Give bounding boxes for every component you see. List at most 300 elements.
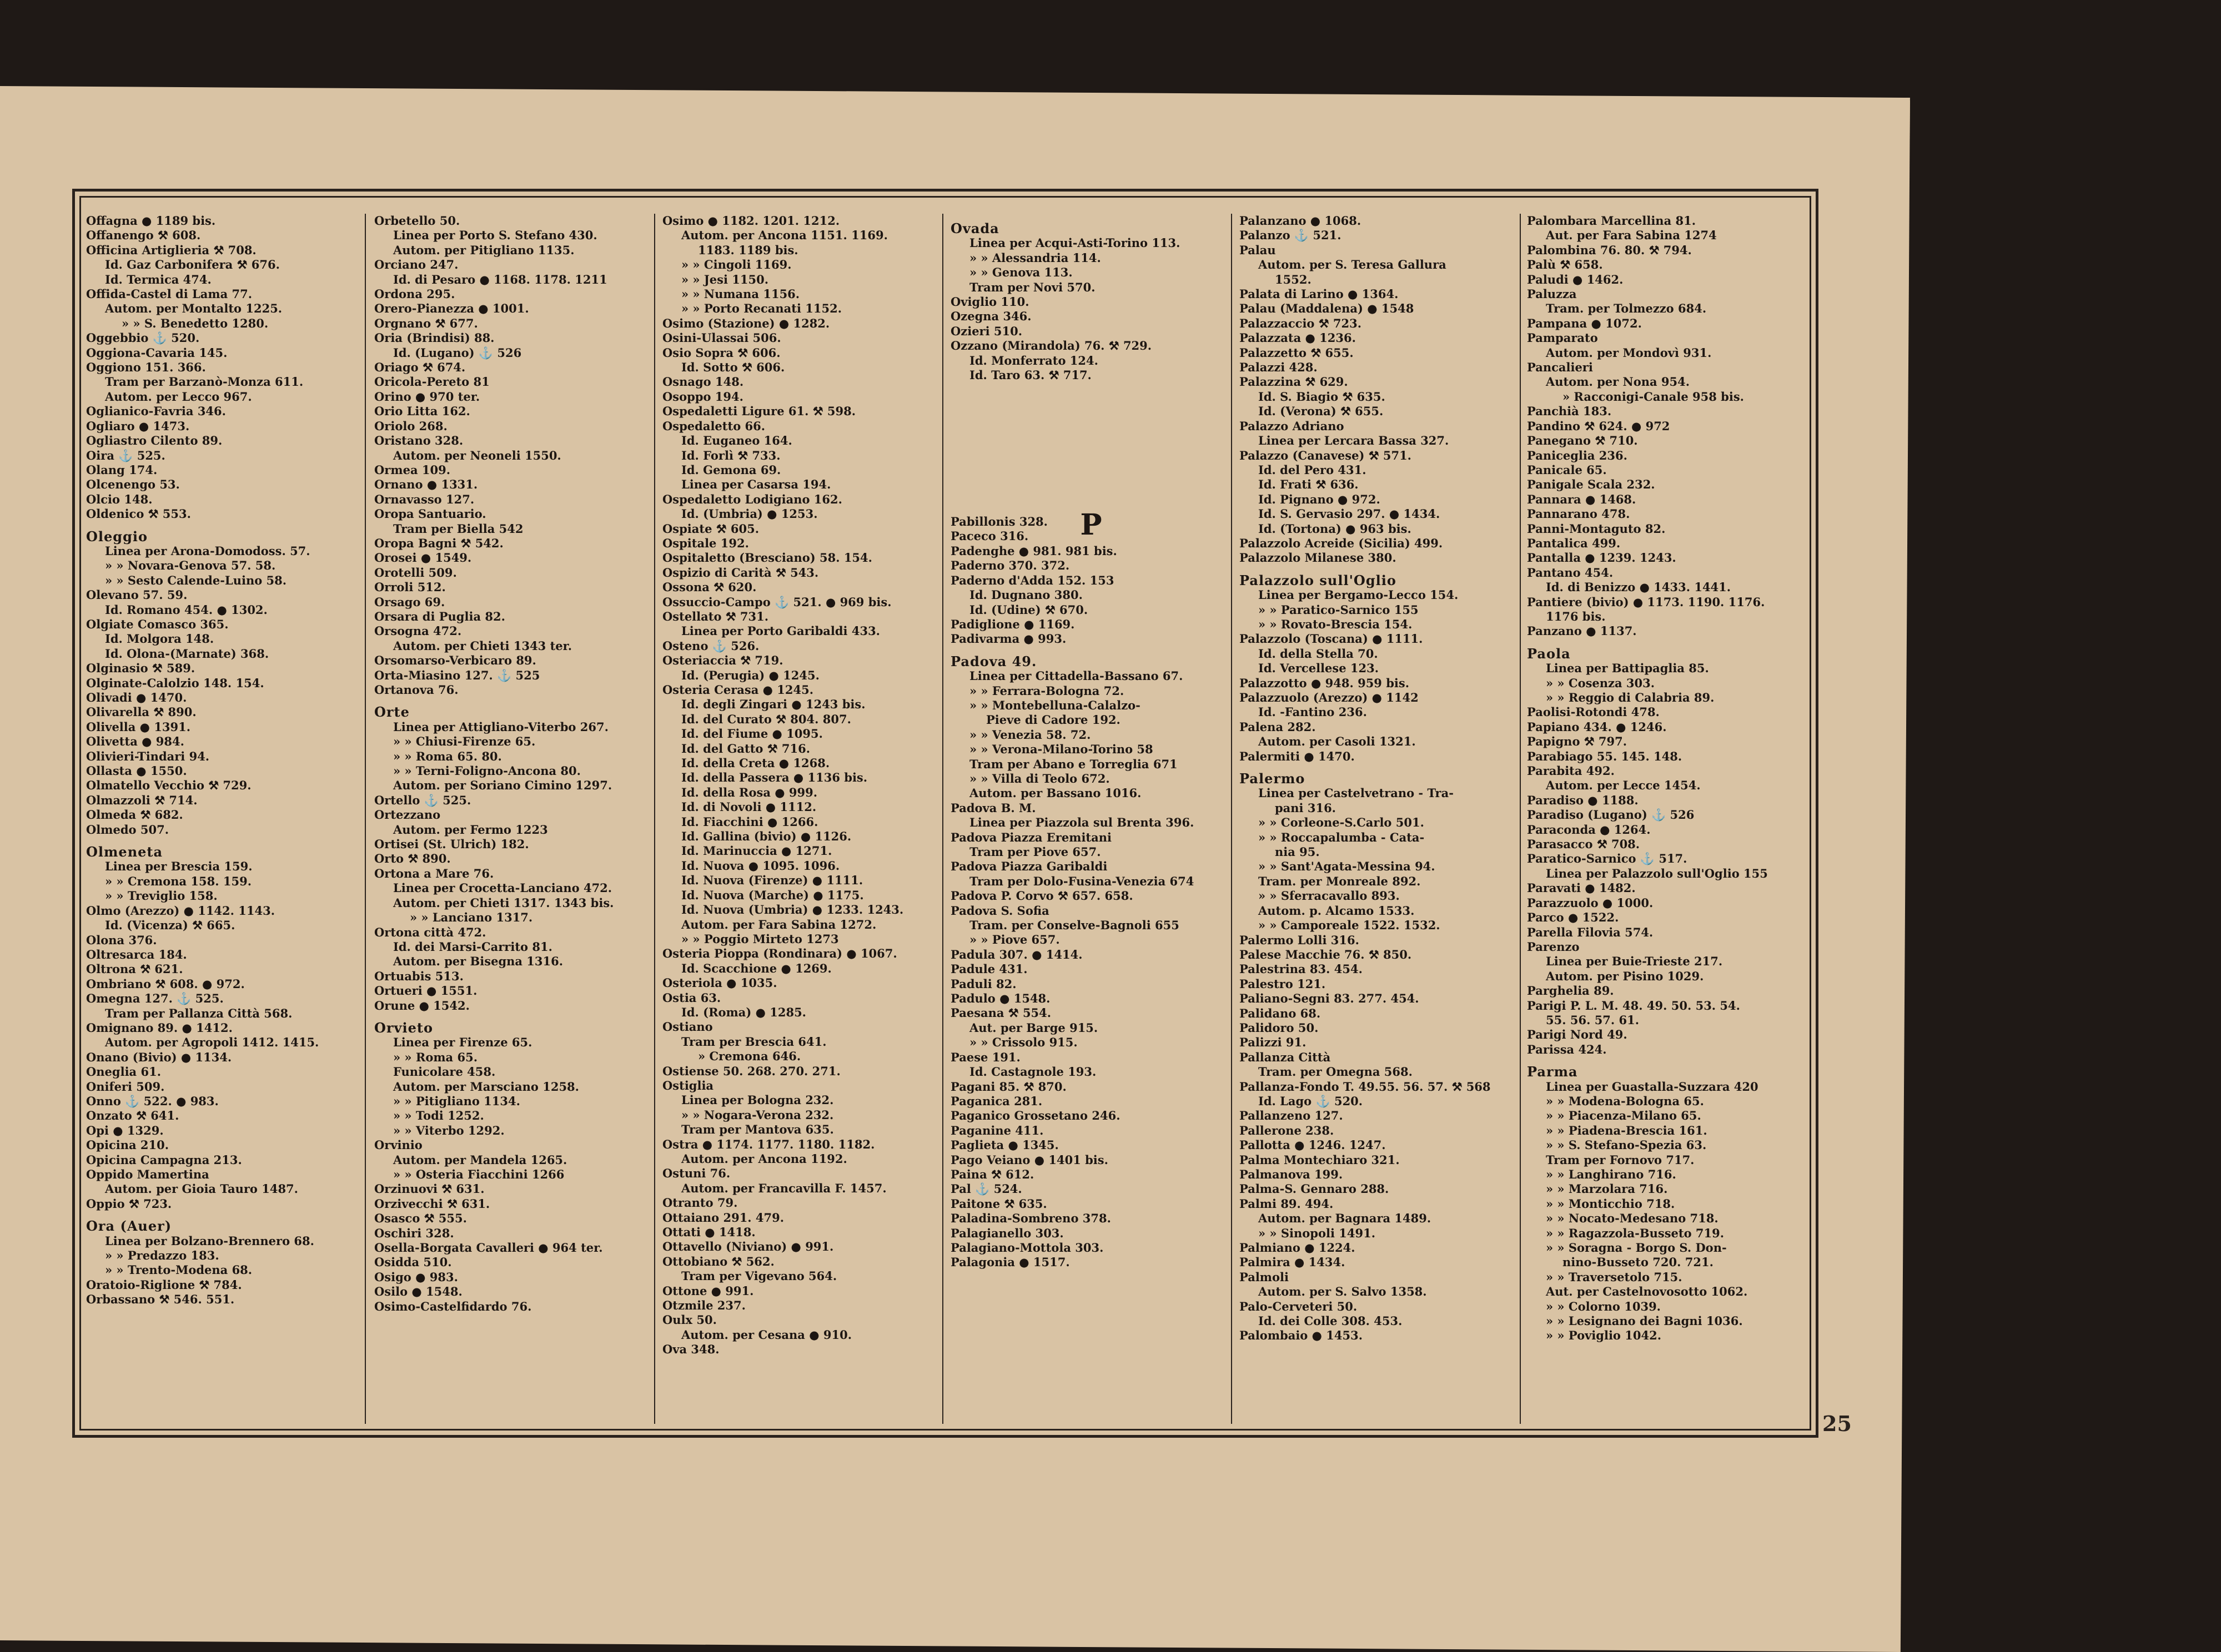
index-entry: Ospitaletto (Bresciano) 58. 154. (662, 551, 872, 565)
index-entry: Panni-Montaguto 82. (1527, 521, 1666, 536)
index-entry: » » Sferracavallo 893. (1258, 889, 1400, 903)
index-entry: Palestrina 83. 454. (1239, 962, 1363, 976)
index-entry: Id. Vercellese 123. (1258, 661, 1379, 676)
index-entry: Aut. per Barge 915. (969, 1020, 1098, 1035)
index-entry: Paluzza (1527, 287, 1577, 301)
section-heading: Palazzolo sull'Oglio (1239, 572, 1396, 588)
index-entry: Oggebbio ⚓ 520. (86, 331, 200, 345)
index-entry: Orsago 69. (374, 595, 445, 609)
index-entry: Id. Lago ⚓ 520. (1258, 1094, 1363, 1108)
index-entry: Id. del Gatto ⚒ 716. (681, 741, 811, 756)
index-entry: » » Piove 657. (969, 933, 1060, 947)
index-entry: Id. Termica 474. (105, 272, 212, 286)
index-entry: Pamparato (1527, 331, 1598, 345)
index-entry: Pago Veiano ● 1401 bis. (951, 1152, 1108, 1167)
section-heading: Padova 49. (951, 653, 1037, 669)
index-entry: Orio Litta 162. (374, 404, 470, 419)
index-entry: Oropa Bagni ⚒ 542. (374, 536, 504, 550)
index-entry: » » Sant'Agata-Messina 94. (1258, 859, 1435, 874)
index-entry: Onzato ⚒ 641. (86, 1109, 179, 1123)
index-entry: Parella Filovia 574. (1527, 925, 1654, 939)
index-column-4 (951, 214, 1225, 1429)
index-entry: Oppido Mamertina (86, 1167, 209, 1181)
index-entry: Paderno d'Adda 152. 153 (951, 573, 1114, 587)
column-divider (654, 214, 655, 1424)
index-entry: Palestro 121. (1239, 976, 1326, 991)
index-column-3 (662, 214, 937, 1429)
index-entry: Paganico Grossetano 246. (951, 1109, 1120, 1123)
index-entry: Oriolo 268. (374, 419, 448, 433)
index-entry: Autom. per Casoli 1321. (1258, 734, 1416, 749)
index-entry: Padova S. Sofia (951, 903, 1049, 918)
index-entry: Pabillonis 328. (951, 515, 1048, 529)
index-entry: Orbetello 50. (374, 214, 460, 228)
index-entry: Orto ⚒ 890. (374, 852, 451, 866)
index-entry: Linea per Guastalla-Suzzara 420 (1546, 1079, 1758, 1094)
index-entry: Oggiono 151. 366. (86, 360, 206, 375)
index-entry: Id. Scacchione ● 1269. (681, 961, 832, 975)
index-entry: Autom. per Bassano 1016. (969, 786, 1142, 800)
index-entry: Id. (Lugano) ⚓ 526 (393, 345, 522, 360)
index-entry: Linea per Bolzano-Brennero 68. (105, 1233, 314, 1248)
index-entry: Ortona a Mare 76. (374, 866, 494, 880)
index-entry: Pantalica 499. (1527, 536, 1621, 550)
index-entry: Tram. per Omegna 568. (1258, 1065, 1413, 1079)
index-entry: Padula 307. ● 1414. (951, 947, 1083, 961)
index-entry: Autom. per Chieti 1317. 1343 bis. (393, 895, 614, 910)
index-column-1 (86, 214, 361, 1429)
index-entry: Osimo ● 1182. 1201. 1212. (662, 214, 840, 228)
index-entry: 1176 bis. (1546, 609, 1606, 623)
index-entry: » » Pitigliano 1134. (393, 1094, 520, 1108)
index-entry: Oira ⚓ 525. (86, 448, 165, 462)
index-entry: Padivarma ● 993. (951, 632, 1067, 646)
index-entry: » » Soragna - Borgo S. Don- (1546, 1241, 1727, 1255)
index-entry: Palazzolo Acreide (Sicilia) 499. (1239, 536, 1443, 550)
index-entry: Padiglione ● 1169. (951, 617, 1075, 631)
index-entry: Ortona città 472. (374, 925, 486, 939)
section-heading: Ora (Auer) (86, 1218, 172, 1235)
index-entry: Tram per Dolo-Fusina-Venezia 674 (969, 874, 1194, 888)
index-entry: Osteria Cerasa ● 1245. (662, 683, 814, 697)
index-entry: Paolisi-Rotondi 478. (1527, 705, 1660, 719)
index-entry: Oricola-Pereto 81 (374, 375, 490, 389)
index-entry: 55. 56. 57. 61. (1546, 1013, 1640, 1027)
index-entry: Palidoro 50. (1239, 1020, 1319, 1035)
column-divider (1231, 214, 1232, 1424)
index-entry: Opi ● 1329. (86, 1123, 164, 1137)
index-entry: Linea per Battipaglia 85. (1546, 661, 1709, 676)
index-entry: Ogliaro ● 1473. (86, 419, 190, 433)
index-entry: Otranto 79. (662, 1196, 738, 1210)
index-entry: Palidano 68. (1239, 1006, 1321, 1020)
index-entry: » » Nocato-Medesano 718. (1546, 1211, 1718, 1226)
index-entry: Autom. per Agropoli 1412. 1415. (105, 1035, 319, 1050)
index-entry: Linea per Acqui-Asti-Torino 113. (969, 236, 1180, 250)
index-entry: nia 95. (1275, 845, 1320, 859)
index-entry: Autom. per Pitigliano 1135. (393, 243, 575, 257)
index-entry: Orsara di Puglia 82. (374, 609, 505, 623)
index-entry: » » Chiusi-Firenze 65. (393, 734, 536, 749)
index-entry: » Racconigi-Canale 958 bis. (1562, 389, 1744, 404)
index-entry: Palazzetto ⚒ 655. (1239, 345, 1354, 360)
index-column-5 (1239, 214, 1514, 1429)
index-entry: Paina ⚒ 612. (951, 1167, 1034, 1181)
index-entry: Palermiti ● 1470. (1239, 749, 1355, 763)
index-entry: Padova Piazza Eremitani (951, 830, 1112, 844)
index-entry: Id. (Udine) ⚒ 670. (969, 602, 1088, 617)
index-entry: » » Corleone-S.Carlo 501. (1258, 815, 1424, 830)
index-entry: Tram per Pallanza Città 568. (105, 1006, 293, 1020)
index-entry: » » Predazzo 183. (105, 1248, 219, 1263)
index-entry: Id. Gallina (bivio) ● 1126. (681, 829, 852, 844)
index-entry: Pancalieri (1527, 360, 1593, 375)
index-entry: Ozieri 510. (951, 324, 1023, 338)
index-entry: Autom. per Cesana ● 910. (681, 1327, 852, 1342)
index-entry: Olivarella ⚒ 890. (86, 705, 197, 719)
section-heading: Oleggio (86, 528, 148, 545)
index-entry: Oldenico ⚒ 553. (86, 507, 191, 521)
index-entry: Id. (Verona) ⚒ 655. (1258, 404, 1384, 419)
index-entry: Palmanova 199. (1239, 1167, 1343, 1181)
index-entry: Ollasta ● 1550. (86, 764, 187, 778)
index-entry: Tram per Brescia 641. (681, 1034, 827, 1049)
index-entry: Pallanza Città (1239, 1050, 1331, 1064)
index-entry: Id. della Passera ● 1136 bis. (681, 770, 868, 785)
index-entry: Id. Frati ⚒ 636. (1258, 477, 1359, 492)
index-entry: Oglianico-Favria 346. (86, 404, 226, 419)
index-entry: » » Rovato-Brescia 154. (1258, 617, 1413, 631)
index-entry: Palmoli (1239, 1270, 1289, 1284)
index-entry: Tram per Mantova 635. (681, 1122, 834, 1137)
index-entry: Funicolare 458. (393, 1065, 496, 1079)
index-entry: Olmeda ⚒ 682. (86, 808, 183, 822)
index-entry: Osteno ⚓ 526. (662, 638, 760, 653)
index-entry: Palazzina ⚒ 629. (1239, 375, 1348, 389)
index-entry: Olcio 148. (86, 492, 153, 506)
index-entry: Offida-Castel di Lama 77. (86, 287, 253, 301)
index-entry: Ospitale 192. (662, 536, 749, 550)
index-entry: » » Terni-Foligno-Ancona 80. (393, 764, 581, 778)
index-entry: Opicina 210. (86, 1138, 169, 1152)
index-entry: Paceco 316. (951, 529, 1029, 543)
index-entry: Ogliastro Cilento 89. (86, 434, 223, 448)
index-entry: Id. S. Gervasio 297. ● 1434. (1258, 507, 1440, 521)
index-entry: Paradiso ● 1188. (1527, 793, 1639, 807)
index-entry: Padulo ● 1548. (951, 991, 1051, 1006)
index-entry: Olona 376. (86, 933, 157, 947)
index-entry: Parco ● 1522. (1527, 910, 1619, 925)
index-entry: Linea per Cittadella-Bassano 67. (969, 669, 1183, 683)
index-entry: Olginate-Calolzio 148. 154. (86, 676, 264, 690)
index-entry: » » Ferrara-Bologna 72. (969, 683, 1124, 698)
index-entry: Id. Euganeo 164. (681, 434, 792, 448)
index-entry: Linea per Porto Garibaldi 433. (681, 624, 880, 638)
index-entry: Autom. per Mandela 1265. (393, 1152, 567, 1167)
index-entry: » » Montebelluna-Calalzo- (969, 698, 1140, 712)
index-entry: Padova B. M. (951, 800, 1036, 815)
index-entry: Id. S. Biagio ⚒ 635. (1258, 389, 1385, 404)
index-entry: Autom. per Pisino 1029. (1546, 969, 1704, 983)
index-entry: Padenghe ● 981. 981 bis. (951, 543, 1117, 558)
index-entry: Padova P. Corvo ⚒ 657. 658. (951, 889, 1133, 903)
column-divider (1520, 214, 1521, 1424)
index-entry: Ospedaletto 66. (662, 419, 766, 433)
index-entry: Orune ● 1542. (374, 998, 470, 1013)
index-entry: Id. Forlì ⚒ 733. (681, 448, 781, 462)
index-entry: Ossuccio-Campo ⚓ 521. ● 969 bis. (662, 595, 892, 609)
index-entry: Palazzolo Milanese 380. (1239, 551, 1396, 565)
index-entry: Linea per Crocetta-Lanciano 472. (393, 881, 612, 895)
index-entry: Panicale 65. (1527, 462, 1607, 477)
index-entry: Oltresarca 184. (86, 947, 187, 961)
index-entry: » » Monticchio 718. (1546, 1196, 1675, 1211)
index-entry: Palata di Larino ● 1364. (1239, 287, 1399, 301)
index-entry: » » Sesto Calende-Luino 58. (105, 573, 287, 587)
index-entry: Autom. per S. Salvo 1358. (1258, 1285, 1427, 1299)
index-entry: Id. dei Colle 308. 453. (1258, 1314, 1403, 1328)
index-entry: Id. di Pesaro ● 1168. 1178. 1211 (393, 272, 607, 286)
index-entry: Ostuni 76. (662, 1166, 731, 1181)
index-entry: » » Roma 65. 80. (393, 749, 502, 763)
index-entry: Paludi ● 1462. (1527, 272, 1624, 286)
index-entry: Osini-Ulassai 506. (662, 331, 781, 345)
index-entry: Id. della Stella 70. (1258, 646, 1378, 661)
index-entry: Id. Monferrato 124. (969, 353, 1098, 367)
index-entry: » » Villa di Teolo 672. (969, 771, 1110, 785)
index-entry: Autom. per Mondovì 931. (1546, 345, 1712, 360)
index-entry: » » Lanciano 1317. (410, 910, 533, 925)
index-entry: nino-Busseto 720. 721. (1562, 1255, 1714, 1270)
index-entry: Olmazzoli ⚒ 714. (86, 793, 198, 807)
index-entry: » » Osteria Fiacchini 1266 (393, 1167, 565, 1181)
index-entry: Paglieta ● 1345. (951, 1138, 1059, 1152)
index-entry: Parghelia 89. (1527, 984, 1614, 998)
index-entry: » » Numana 1156. (681, 287, 800, 301)
index-entry: Orosei ● 1549. (374, 551, 472, 565)
index-entry: Aut. per Castelnovosotto 1062. (1546, 1285, 1748, 1299)
index-entry: Palmiano ● 1224. (1239, 1241, 1355, 1255)
index-entry: » » Novara-Genova 57. 58. (105, 558, 276, 573)
index-entry: Paliano-Segni 83. 277. 454. (1239, 991, 1419, 1006)
index-entry: Id. di Benizzo ● 1433. 1441. (1546, 580, 1731, 595)
section-heading: Orte (374, 704, 410, 721)
index-entry: Id. (Vicenza) ⚒ 665. (105, 918, 235, 933)
index-entry: Oschiri 328. (374, 1226, 454, 1240)
index-entry: Osio Sopra ⚒ 606. (662, 345, 781, 360)
index-entry: » » Porto Recanati 1152. (681, 301, 842, 316)
index-entry: Palizzi 91. (1239, 1035, 1307, 1050)
index-entry: Osilo ● 1548. (374, 1285, 463, 1299)
index-entry: 1183. 1189 bis. (698, 243, 798, 257)
index-entry: Ova 348. (662, 1342, 720, 1357)
index-entry: Parissa 424. (1527, 1042, 1607, 1056)
index-entry: » » Lesignano dei Bagni 1036. (1546, 1314, 1743, 1328)
index-entry: Linea per Attigliano-Viterbo 267. (393, 719, 609, 734)
index-entry: Ottaiano 291. 479. (662, 1210, 785, 1225)
index-entry: » » Poviglio 1042. (1546, 1328, 1662, 1343)
index-entry: Oratoio-Riglione ⚒ 784. (86, 1277, 242, 1292)
index-entry: Ostellato ⚒ 731. (662, 609, 769, 623)
index-entry: Id. del Fiume ● 1095. (681, 727, 823, 741)
index-entry: » » Jesi 1150. (681, 272, 769, 286)
index-entry: Olmo (Arezzo) ● 1142. 1143. (86, 903, 275, 918)
index-entry: Olmedo 507. (86, 822, 169, 837)
index-entry: Parabiago 55. 145. 148. (1527, 749, 1682, 763)
index-entry: Olivella ● 1391. (86, 719, 191, 734)
index-entry: Pantiere (bivio) ● 1173. 1190. 1176. (1527, 595, 1765, 609)
index-entry: Paesana ⚒ 554. (951, 1006, 1052, 1020)
index-entry: Orroli 512. (374, 580, 446, 595)
index-entry: Pannarano 478. (1527, 507, 1630, 521)
index-entry: Ortueri ● 1551. (374, 984, 478, 998)
index-entry: Tram. per Conselve-Bagnoli 655 (969, 918, 1179, 933)
index-entry: Palese Macchie 76. ⚒ 850. (1239, 947, 1412, 961)
index-entry: Autom. per Nona 954. (1546, 375, 1690, 389)
index-entry: » » Verona-Milano-Torino 58 (969, 742, 1153, 757)
section-heading: Parma (1527, 1064, 1578, 1080)
index-entry: Olivadi ● 1470. (86, 691, 187, 704)
index-entry: Palmi 89. 494. (1239, 1196, 1334, 1211)
index-entry: Id. Romano 454. ● 1302. (105, 602, 268, 617)
section-heading: Olmeneta (86, 844, 163, 860)
index-entry: Ombriano ⚒ 608. ● 972. (86, 976, 245, 991)
index-entry: Omegna 127. ⚓ 525. (86, 991, 224, 1006)
index-entry: Id. del Curato ⚒ 804. 807. (681, 712, 851, 726)
index-entry: Osella-Borgata Cavalleri ● 964 ter. (374, 1241, 603, 1255)
index-entry: Palena 282. (1239, 719, 1316, 734)
index-entry: Papigno ⚒ 797. (1527, 734, 1627, 749)
index-entry: Orsogna 472. (374, 624, 462, 638)
index-entry: Autom. per Chieti 1343 ter. (393, 638, 572, 653)
index-entry: » » Modena-Bologna 65. (1546, 1094, 1704, 1108)
index-entry: Ospedaletto Lodigiano 162. (662, 492, 842, 506)
index-entry: Id. del Pero 431. (1258, 462, 1366, 477)
index-entry: » Cremona 646. (698, 1049, 801, 1064)
index-entry: Ossona ⚒ 620. (662, 580, 757, 595)
index-entry: » » Piacenza-Milano 65. (1546, 1109, 1701, 1123)
index-entry: » » S. Stefano-Spezia 63. (1546, 1138, 1707, 1152)
index-entry: Opicina Campagna 213. (86, 1152, 242, 1167)
index-entry: Onano (Bivio) ● 1134. (86, 1050, 232, 1064)
index-entry: Olginasio ⚒ 589. (86, 661, 195, 676)
index-entry: Panigale Scala 232. (1527, 477, 1655, 492)
index-entry: Palanzano ● 1068. (1239, 214, 1361, 228)
index-entry: Linea per Lercara Bassa 327. (1258, 434, 1449, 448)
index-entry: Linea per Firenze 65. (393, 1035, 532, 1050)
index-entry: Palmira ● 1434. (1239, 1255, 1345, 1270)
index-entry: » » Venezia 58. 72. (969, 727, 1091, 742)
index-entry: Autom. per Soriano Cimino 1297. (393, 778, 612, 793)
index-entry: Palazzo Adriano (1239, 419, 1344, 433)
index-entry: Id. Gaz Carbonifera ⚒ 676. (105, 258, 280, 272)
index-entry: » » Reggio di Calabria 89. (1546, 691, 1715, 704)
index-entry: Pandino ⚒ 624. ● 972 (1527, 419, 1670, 433)
index-entry: Parenzo (1527, 939, 1580, 954)
index-entry: Palo-Cerveteri 50. (1239, 1299, 1358, 1313)
index-entry: pani 316. (1275, 800, 1336, 815)
index-entry: Ostiense 50. 268. 270. 271. (662, 1064, 841, 1078)
index-entry: Tram. per Tolmezzo 684. (1546, 301, 1707, 316)
index-entry: Ostia 63. (662, 990, 721, 1005)
index-entry: Id. (Tortona) ● 963 bis. (1258, 521, 1411, 536)
index-entry: Id. -Fantino 236. (1258, 705, 1367, 719)
index-entry: Id. della Rosa ● 999. (681, 785, 818, 799)
index-entry: Palau (Maddalena) ● 1548 (1239, 301, 1414, 316)
index-entry: » » Langhirano 716. (1546, 1167, 1676, 1181)
index-entry: Ortanova 76. (374, 683, 459, 697)
index-entry: Oltrona ⚒ 621. (86, 962, 183, 976)
index-entry: Tram per Novi 570. (969, 280, 1096, 294)
index-entry: Ottobiano ⚒ 562. (662, 1254, 775, 1268)
index-entry: Olevano 57. 59. (86, 588, 188, 602)
index-entry: Olivetta ● 984. (86, 734, 184, 749)
index-entry: Id. Marinuccia ● 1271. (681, 844, 832, 858)
index-entry: Paduli 82. (951, 976, 1017, 991)
index-entry: Autom. per Gioia Tauro 1487. (105, 1182, 298, 1196)
index-entry: Paladina-Sombreno 378. (951, 1211, 1111, 1226)
index-entry: Linea per Bergamo-Lecco 154. (1258, 588, 1459, 602)
index-entry: Paravati ● 1482. (1527, 881, 1636, 895)
index-entry: Pannara ● 1468. (1527, 492, 1636, 506)
index-entry: Ospizio di Carità ⚒ 543. (662, 565, 819, 580)
index-entry: Id. (Perugia) ● 1245. (681, 668, 820, 682)
index-entry: Pal ⚓ 524. (951, 1182, 1022, 1196)
index-entry: Oriago ⚒ 674. (374, 360, 466, 375)
index-entry: Palagiano-Mottola 303. (951, 1240, 1104, 1255)
index-entry: Oropa Santuario. (374, 507, 486, 521)
section-letter: P (1080, 508, 1102, 542)
section-heading: Palermo (1239, 770, 1305, 787)
index-entry: Autom. per Bagnara 1489. (1258, 1211, 1431, 1226)
index-entry: Ortuabis 513. (374, 969, 464, 983)
index-entry: » » Camporeale 1522. 1532. (1258, 918, 1440, 933)
page-number: 25 (1822, 1411, 1852, 1436)
index-entry: Palazzata ● 1236. (1239, 331, 1356, 345)
index-entry: Pieve di Cadore 192. (986, 713, 1120, 727)
index-entry: Palazzuolo (Arezzo) ● 1142 (1239, 691, 1419, 704)
index-entry: Autom. per Ancona 1192. (681, 1152, 847, 1166)
index-entry: Id. Nuova ● 1095. 1096. (681, 858, 840, 873)
index-entry: Pallanzeno 127. (1239, 1109, 1343, 1123)
index-entry: Autom. per S. Teresa Gallura (1258, 258, 1446, 272)
index-entry: » » Crissolo 915. (969, 1035, 1078, 1050)
index-entry: » » S. Benedetto 1280. (122, 316, 269, 330)
index-entry: Tram per Biella 542 (393, 521, 524, 536)
index-entry: Id. dei Marsi-Carrito 81. (393, 939, 552, 954)
column-divider (365, 214, 366, 1424)
section-heading: Paola (1527, 645, 1571, 662)
index-entry: Autom. per Bisegna 1316. (393, 954, 564, 969)
index-entry: Autom. per Lecco 967. (105, 389, 252, 404)
index-entry: Oulx 50. (662, 1313, 717, 1327)
index-entry: Id. di Novoli ● 1112. (681, 800, 817, 814)
index-entry: Autom. p. Alcamo 1533. (1258, 903, 1415, 918)
index-entry: Orino ● 970 ter. (374, 389, 480, 404)
index-entry: Palombina 76. 80. ⚒ 794. (1527, 243, 1692, 257)
index-entry: » » Viterbo 1292. (393, 1123, 505, 1137)
index-entry: Linea per Casarsa 194. (681, 477, 831, 492)
index-entry: » » Roma 65. (393, 1050, 478, 1064)
index-entry: » » Genova 113. (969, 265, 1073, 280)
index-entry: Linea per Bologna 232. (681, 1093, 834, 1107)
index-entry: Osimo-Castelfidardo 76. (374, 1299, 532, 1313)
index-entry: Linea per Brescia 159. (105, 859, 253, 874)
index-entry: Linea per Arona-Domodoss. 57. (105, 543, 310, 558)
index-entry: Ospedaletti Ligure 61. ⚒ 598. (662, 404, 856, 419)
index-entry: Orbassano ⚒ 546. 551. (86, 1292, 235, 1307)
index-entry: Olmatello Vecchio ⚒ 729. (86, 778, 252, 793)
